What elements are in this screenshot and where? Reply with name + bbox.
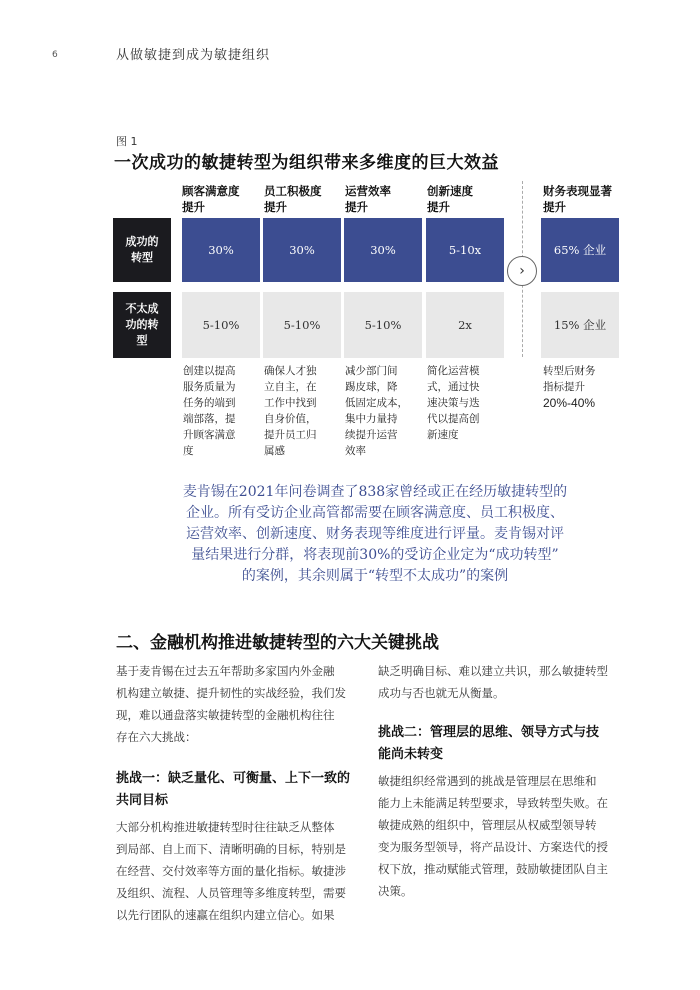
- paragraph-line: 变为服务型领导，将产品设计、方案迭代的授: [378, 840, 608, 854]
- row-label-line: 不太成: [125, 302, 159, 315]
- description-line: 减少部门间: [345, 365, 398, 377]
- intro-paragraph: [116, 660, 366, 748]
- less-cell-innovation: 2x: [426, 292, 504, 358]
- survey-note-line: 运营效率、创新速度、财务表现等维度进行评量。麦肯锡对评: [186, 526, 564, 542]
- challenge-two-heading: [378, 722, 638, 766]
- description-line: 效率: [345, 445, 366, 457]
- paragraph-line: 到局部、自上而下、清晰明确的目标，特别是: [116, 842, 346, 856]
- survey-note-line: 麦肯锡在2021年问卷调查了838家曾经或正在经历敏捷转型的: [182, 484, 568, 500]
- description-line: 式，通过快: [427, 381, 480, 393]
- description-line: 提升员工归: [264, 429, 317, 441]
- chevron-right-icon: ›: [507, 256, 537, 286]
- paragraph-line: 现，难以通盘落实敏捷转型的金融机构往往: [116, 708, 335, 722]
- description-line: 低固定成本，: [345, 397, 408, 409]
- less-cell-operations: 5-10%: [344, 292, 422, 358]
- paragraph-line: 决策。: [378, 884, 413, 898]
- paragraph-line: 机构建立敏捷、提升韧性的实战经验，我们发: [116, 686, 346, 700]
- description-line: 端部落，提: [183, 413, 236, 425]
- column-header-line: 提升: [264, 200, 287, 214]
- success-cell-financial: 65% 企业: [541, 218, 619, 282]
- paragraph-line: 权下放，推动赋能式管理，鼓励敏捷团队自主: [378, 862, 608, 876]
- description-line: 新速度: [427, 429, 459, 441]
- column-header-line: 提升: [345, 200, 368, 214]
- figure-title: 一次成功的敏捷转型为组织带来多维度的巨大效益: [114, 153, 499, 173]
- section-title: 二、金融机构推进敏捷转型的六大关键挑战: [116, 633, 439, 653]
- description-innovation: [427, 363, 501, 443]
- paragraph-line: 以先行团队的速赢在组织内建立信心。如果: [116, 908, 335, 922]
- description-line: 20%-40%: [543, 396, 596, 410]
- description-line: 工作中找到: [264, 397, 317, 409]
- description-line: 踢皮球，降: [345, 381, 398, 393]
- column-header-innovation: [427, 183, 507, 215]
- description-line: 升顾客满意: [183, 429, 236, 441]
- column-header-line: 提升: [543, 200, 566, 214]
- paragraph-line: 存在六大挑战：: [116, 730, 197, 744]
- heading-line: 挑战二：管理层的思维、领导方式与技: [378, 725, 600, 740]
- row-label-less-success: [113, 292, 171, 358]
- description-line: 立自主，在: [264, 381, 317, 393]
- paragraph-line: 大部分机构推进敏捷转型时往往缺乏从整体: [116, 820, 335, 834]
- survey-note-line: 的案例，其余则属于“转型不太成功”的案例: [241, 568, 509, 584]
- success-cell-employee: 30%: [263, 218, 341, 282]
- column-header-customer: [182, 183, 262, 215]
- description-line: 自身价值，: [264, 413, 317, 425]
- column-header-line: 提升: [182, 200, 205, 214]
- paragraph-line: 成功与否也就无从衡量。: [378, 686, 505, 700]
- description-customer: [183, 363, 257, 459]
- paragraph-line: 敏捷组织经常遇到的挑战是管理层在思维和: [378, 774, 597, 788]
- column-header-employee: [264, 183, 344, 215]
- description-line: 集中力量持: [345, 413, 398, 425]
- survey-note: [144, 482, 606, 587]
- less-cell-employee: 5-10%: [263, 292, 341, 358]
- page-number: 6: [52, 50, 58, 60]
- description-line: 简化运营模: [427, 365, 480, 377]
- description-operations: [345, 363, 423, 459]
- challenge-one-body: [116, 816, 371, 926]
- row-label-line: 成功的: [125, 235, 159, 248]
- less-cell-financial: 15% 企业: [541, 292, 619, 358]
- paragraph-line: 缺乏明确目标、难以建立共识，那么敏捷转型: [378, 664, 608, 678]
- column-header-financial: [543, 183, 633, 215]
- row-label-line: 转型: [131, 251, 153, 264]
- description-line: 度: [183, 445, 194, 457]
- challenge-one-continued: [378, 660, 638, 704]
- description-line: 速决策与迭: [427, 397, 480, 409]
- heading-line: 能尚未转变: [378, 747, 444, 762]
- success-cell-innovation: 5-10x: [426, 218, 504, 282]
- description-line: 转型后财务: [543, 365, 596, 377]
- challenge-one-heading: [116, 768, 376, 812]
- success-cell-customer: 30%: [182, 218, 260, 282]
- paragraph-line: 及组织、流程、人员管理等多维度转型，需要: [116, 886, 346, 900]
- row-label-line: 型: [136, 334, 148, 347]
- heading-line: 挑战一：缺乏量化、可衡量、上下一致的: [116, 771, 351, 786]
- paragraph-line: 能力上未能满足转型要求，导致转型失败。在: [378, 796, 608, 810]
- figure-label: 图 1: [116, 135, 138, 148]
- description-line: 代以提高创: [427, 413, 480, 425]
- column-header-line: 顾客满意度: [182, 184, 240, 198]
- description-line: 创建以提高: [183, 365, 236, 377]
- description-financial: [543, 363, 633, 411]
- column-header-line: 运营效率: [345, 184, 391, 198]
- row-label-line: 功的转: [125, 318, 159, 331]
- challenge-two-body: [378, 770, 640, 902]
- row-label-success: [113, 218, 171, 282]
- column-header-line: 财务表现显著: [543, 184, 612, 198]
- description-line: 任务的端到: [183, 397, 236, 409]
- description-line: 确保人才独: [264, 365, 317, 377]
- success-cell-operations: 30%: [344, 218, 422, 282]
- description-employee: [264, 363, 338, 459]
- description-line: 续提升运营: [345, 429, 398, 441]
- running-header: 从做敏捷到成为敏捷组织: [116, 48, 271, 63]
- column-header-line: 创新速度: [427, 184, 473, 198]
- column-header-line: 提升: [427, 200, 450, 214]
- paragraph-line: 敏捷成熟的组织中，管理层从权威型领导转: [378, 818, 597, 832]
- less-cell-customer: 5-10%: [182, 292, 260, 358]
- column-header-operations: [345, 183, 425, 215]
- paragraph-line: 基于麦肯锡在过去五年帮助多家国内外金融: [116, 664, 335, 678]
- description-line: 指标提升: [543, 381, 585, 393]
- column-header-line: 员工积极度: [264, 184, 322, 198]
- paragraph-line: 在经营、交付效率等方面的量化指标。敏捷涉: [116, 864, 346, 878]
- survey-note-line: 量结果进行分群，将表现前30%的受访企业定为“成功转型”: [191, 547, 559, 563]
- heading-line: 共同目标: [116, 793, 169, 808]
- description-line: 服务质量为: [183, 381, 236, 393]
- description-line: 属感: [264, 445, 285, 457]
- survey-note-line: 企业。所有受访企业高管都需要在顾客满意度、员工积极度、: [186, 505, 564, 521]
